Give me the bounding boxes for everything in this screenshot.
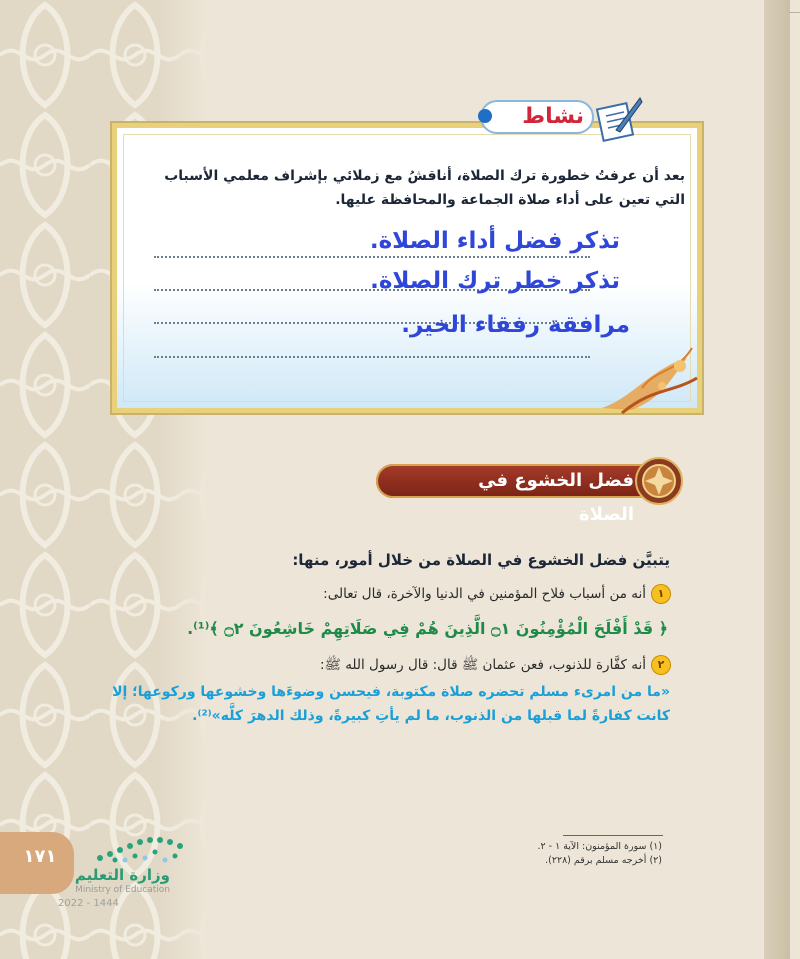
section-heading-title: فضل الخشوع في الصلاة [478, 470, 634, 525]
right-edge-border [764, 0, 790, 959]
point-2-text: أنه كفَّارة للذنوب، فعن عثمان ﷺ قال: قال رسول الله ﷺ: [320, 657, 646, 673]
ministry-name-en: Ministry of Education [75, 885, 170, 895]
section-heading [376, 456, 692, 525]
point-2 [150, 654, 670, 676]
activity-instruction: بعد أن عرفتُ خطورة ترك الصلاة، أناقشُ مع زملائي بإشراف معلمي الأسباب التي تعين على أداء صلاة الجماعة والمحافظة عليها. [164, 168, 685, 208]
answer-line [154, 256, 590, 259]
page-number: ١٧١ [23, 846, 57, 867]
quill-paper-icon [594, 96, 644, 142]
footnote-divider [563, 835, 663, 836]
point-1-text: أنه من أسباب فلاح المؤمنين في الدنيا والآخرة، قال تعالى: [323, 586, 646, 602]
point-number-badge: ١ [652, 585, 670, 603]
point-number-badge: ٢ [652, 656, 670, 674]
ministry-logo-icon [90, 830, 190, 866]
medallion-icon [634, 456, 684, 506]
activity-tag-label: نشاط [522, 104, 584, 129]
footnote-2: (٢) أخرجه مسلم برقم (٢٢٨). [545, 855, 662, 866]
ministry-name: وزارة التعليم [74, 866, 170, 884]
blue-dot-icon [478, 109, 492, 123]
quran-verse: ﴿ قَدْ أَفْلَحَ الْمُؤْمِنُونَ ۝١ الَّذِينَ هُمْ فِي صَلَاتِهِمْ خَاشِعُونَ ۝٢ ﴾⁽¹⁾. [187, 619, 668, 638]
activity-tag [476, 96, 648, 142]
footnote-1: (١) سورة المؤمنون: الآية ١ - ٢. [537, 841, 662, 852]
answer-text-2: تذكر خطر ترك الصلاة. [370, 268, 620, 294]
flourish-decoration [592, 318, 702, 416]
lead-paragraph: يتبيَّن فضل الخشوع في الصلاة من خلال أمور، منها: [292, 551, 670, 569]
answer-text-3: مرافقة رفقاء الخير. [401, 312, 630, 338]
point-1 [150, 583, 670, 605]
answer-line [154, 356, 590, 359]
answer-text-1: تذكر فضل أداء الصلاة. [369, 228, 620, 254]
footnotes [470, 840, 662, 868]
hadith-text: «ما من امرىء مسلم تحضره صلاة مكتوبة، فيحسن وضوءَها وخشوعها وركوعها؛ إلا كانت كفارةً لما قبلها من الذنوب، ما لم يأتِ كبيرةً، وذلك الدهرَ كلَّه»⁽²⁾. [112, 684, 670, 724]
edition-year: 2022 - 1444 [58, 898, 119, 909]
